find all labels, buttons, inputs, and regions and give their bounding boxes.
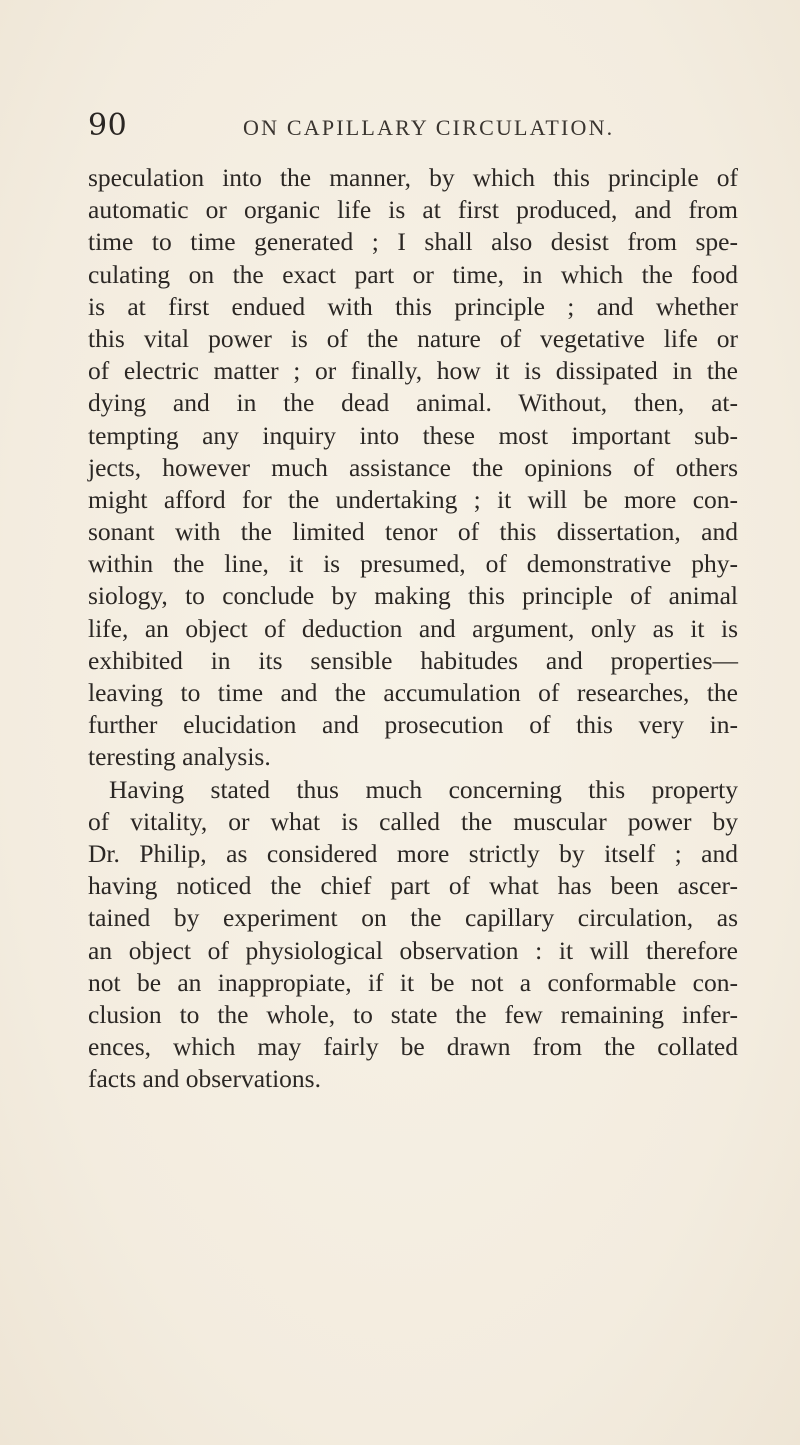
page-header: [88, 108, 728, 148]
text-line: of electric matter ; or finally, how it is dissipated in the: [88, 356, 738, 386]
text-line: this vital power is of the nature of vegetative life or: [88, 323, 738, 353]
text-line: within the line, it is presumed, of demonstrative phy-: [88, 549, 738, 579]
text-line: of vitality, or what is called the muscular power by: [88, 806, 738, 836]
text-line: tempting any inquiry into these most important sub-: [88, 420, 738, 450]
text-line: culating on the exact part or time, in which the food: [88, 259, 738, 289]
text-line: dying and in the dead animal. Without, then, at-: [88, 388, 738, 418]
running-head: ON CAPILLARY CIRCULATION.: [243, 115, 615, 140]
text-line: automatic or organic life is at first produced, and from: [88, 195, 738, 225]
text-line: speculation into the manner, by which this principle of: [88, 163, 738, 192]
text-line: an object of physiological observation : it will therefore: [88, 935, 738, 965]
text-line: ences, which may fairly be drawn from the collated: [88, 1032, 738, 1062]
text-line: might afford for the undertaking ; it will be more con-: [88, 484, 738, 514]
text-line: tained by experiment on the capillary circulation, as: [88, 903, 738, 933]
body-text: [88, 162, 738, 1095]
text-line: is at first endued with this principle ; and whether: [88, 291, 738, 321]
text-line: life, an object of deduction and argument, only as it is: [88, 613, 738, 643]
page-number: 90: [88, 108, 128, 143]
text-line: further elucidation and prosecution of this very in-: [88, 710, 738, 740]
text-line: leaving to time and the accumulation of researches, the: [88, 678, 738, 707]
text-line: sonant with the limited tenor of this dissertation, and: [88, 517, 738, 547]
text-line: teresting analysis.: [88, 742, 271, 772]
text-line: having noticed the chief part of what has been ascer-: [88, 871, 738, 901]
text-line: Having stated thus much concerning this property: [109, 774, 738, 804]
text-line: not be an inappropiate, if it be not a conformable con-: [88, 967, 738, 997]
text-line: exhibited in its sensible habitudes and properties—: [88, 645, 738, 675]
text-line: time to time generated ; I shall also desist from spe-: [88, 227, 738, 257]
text-line: facts and observations.: [88, 1064, 321, 1094]
text-line: jects, however much assistance the opinions of others: [88, 452, 738, 482]
text-line: Dr. Philip, as considered more strictly by itself ; and: [88, 838, 738, 868]
text-line: siology, to conclude by making this principle of animal: [88, 581, 738, 611]
text-line: clusion to the whole, to state the few remaining infer-: [88, 999, 738, 1029]
